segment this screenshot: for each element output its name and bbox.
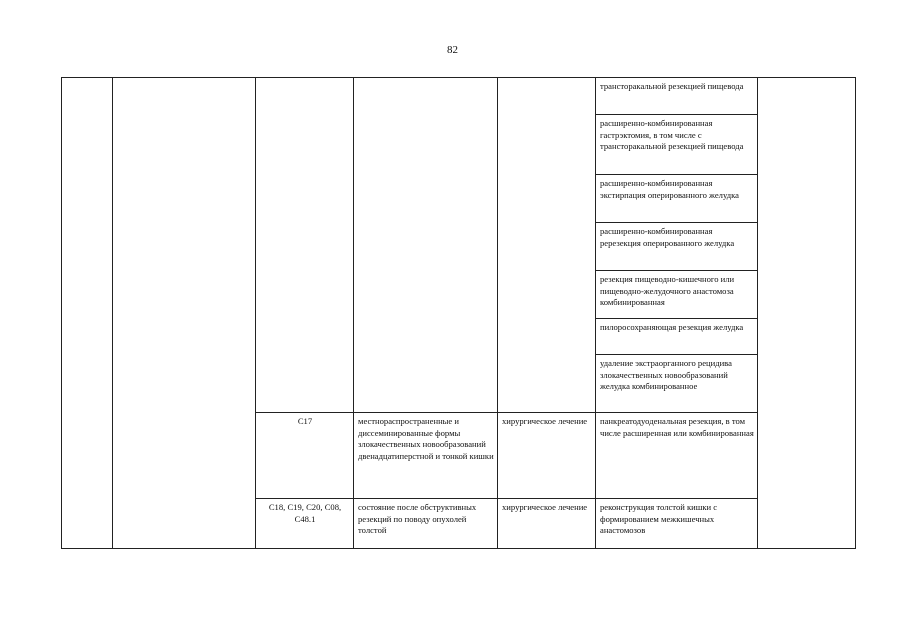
empty-cell [62,78,113,549]
empty-cell [113,78,256,549]
procedure-cell: расширенно-комбинированная гастрэктомия, в том числе с трансторакальной резекцией пищевода [596,115,758,175]
procedure-cell: пилоросохраняющая резекция желудка [596,319,758,355]
empty-cell [256,78,354,413]
procedure-cell: резекция пищеводно-кишечного или пищеводно-желудочного анастомоза комбинированная [596,271,758,319]
procedure-cell: трансторакальной резекцией пищевода [596,78,758,115]
procedure-cell: удаление экстраорганного рецидива злокачественных новообразований желудка комбинированное [596,355,758,413]
page-number: 82 [447,44,458,56]
condition-cell: состояние после обструктивных резекций по поводу опухолей толстой [354,499,498,549]
procedure-cell: расширенно-комбинированная экстирпация оперированного желудка [596,175,758,223]
diagnosis-code-cell: С17 [256,413,354,499]
treatment-cell: хирургическое лечение [498,499,596,549]
method-cell: реконструкция толстой кишки с формированием межкишечных анастомозов [596,499,758,549]
procedure-cell: расширенно-комбинированная ререзекция оперированного желудка [596,223,758,271]
diagnosis-code-cell: С18, С19, С20, С08, С48.1 [256,499,354,549]
empty-cell [354,78,498,413]
table-row [62,78,856,115]
empty-cell [758,78,856,549]
method-cell: панкреатодуоденальная резекция, в том числе расширенная или комбинированная [596,413,758,499]
medical-procedures-table [61,77,856,549]
treatment-cell: хирургическое лечение [498,413,596,499]
empty-cell [498,78,596,413]
condition-cell: местнораспространенные и диссеминированные формы злокачественных новообразований двенадцатиперстной и тонкой кишки [354,413,498,499]
